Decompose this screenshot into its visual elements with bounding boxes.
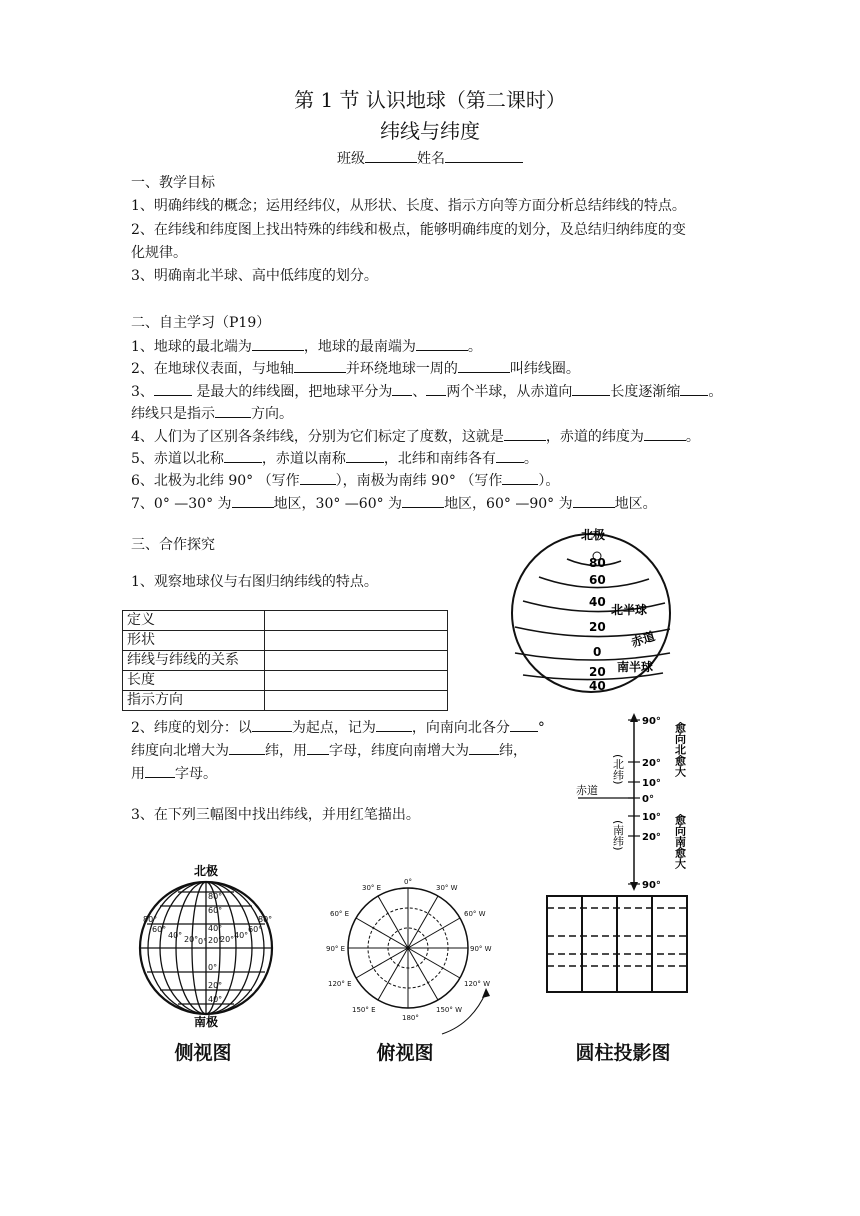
section3-q2-line1 <box>131 717 545 737</box>
row-label: 纬线与纬线的关系 <box>123 651 265 671</box>
section1-item: 3、明确南北半球、高中低纬度的划分。 <box>131 268 378 284</box>
answer-cell[interactable] <box>265 691 448 711</box>
globe-lat-label: 20 <box>589 665 606 679</box>
q-text: 地区，60° —90° 为 <box>444 496 573 512</box>
q-text: 2、纬度的划分：以 <box>131 720 252 736</box>
question-2 <box>131 358 580 378</box>
top-view-caption: 俯视图 <box>376 1042 434 1064</box>
scale-south-label: (南纬) <box>611 820 625 851</box>
latitude-features-table <box>122 610 448 711</box>
class-blank[interactable] <box>365 148 417 163</box>
q-text: 、 <box>412 384 427 400</box>
q-text: ° <box>537 720 545 736</box>
side-row-label: 20° <box>184 935 199 944</box>
question-3 <box>131 381 722 401</box>
q-text: 为起点，记为 <box>291 720 376 736</box>
polar-label: 120° W <box>464 980 491 988</box>
scale-north-label: (北纬) <box>611 754 625 785</box>
scale-tick: 20° <box>642 832 661 843</box>
q-text: 纬线只是指示 <box>131 406 215 422</box>
page-subtitle: 纬线与纬度 <box>380 119 480 143</box>
scale-bottom: 90° <box>642 880 661 891</box>
answer-blank[interactable] <box>300 470 336 485</box>
globe-south-hemisphere: 南半球 <box>617 660 654 674</box>
q-text: ，赤道的纬度为 <box>545 429 644 445</box>
q-text: 是最大的纬线圈，把地球平分为 <box>191 384 393 400</box>
scale-top: 90° <box>642 716 661 727</box>
q-text: 。 <box>708 384 723 400</box>
section1-item: 化规律。 <box>131 245 187 261</box>
class-name-line <box>0 148 860 168</box>
name-blank[interactable] <box>445 148 523 163</box>
scale-tick: 20° <box>642 758 661 769</box>
answer-blank[interactable] <box>229 740 265 755</box>
answer-blank[interactable] <box>294 358 346 373</box>
scale-south-desc: 愈向南愈大 <box>673 814 687 869</box>
answer-cell[interactable] <box>265 671 448 691</box>
question-6 <box>131 470 559 490</box>
section2-heading: 二、自主学习（P19） <box>131 315 271 331</box>
scale-tick: 10° <box>642 812 661 823</box>
q-text: 纬度向北增大为 <box>131 743 229 759</box>
row-label: 长度 <box>123 671 265 691</box>
answer-blank[interactable] <box>504 426 546 441</box>
scale-equator: 赤道 <box>576 784 598 797</box>
answer-blank[interactable] <box>154 381 192 396</box>
polar-label: 180° <box>402 1014 419 1022</box>
q-text: ，地球的最南端为 <box>303 339 416 355</box>
answer-blank[interactable] <box>496 448 524 463</box>
side-label: 40° <box>208 995 223 1004</box>
side-view-caption: 侧视图 <box>174 1042 232 1064</box>
side-label: 20° <box>208 936 223 945</box>
q-text: 6、北极为北纬 90° （写作 <box>131 473 300 489</box>
q-text: 5、赤道以北称 <box>131 451 224 467</box>
side-south-pole: 南极 <box>194 1015 219 1029</box>
q-text: 地区，30° —60° 为 <box>273 496 403 512</box>
globe-lat-label: 0 <box>593 645 602 659</box>
arrow-down <box>630 882 638 891</box>
table-row <box>123 611 448 631</box>
rotation-arrowhead <box>482 988 490 998</box>
section3-q3: 3、在下列三幅图中找出纬线，并用红笔描出。 <box>131 807 420 823</box>
section3-q1: 1、观察地球仪与右图归纳纬线的特点。 <box>131 574 378 590</box>
q-text: 两个半球，从赤道向 <box>446 384 573 400</box>
q-text: 字母，纬度向南增大为 <box>329 743 469 759</box>
class-label: 班级 <box>337 151 365 167</box>
q-text: 地区。 <box>614 496 657 512</box>
answer-blank[interactable] <box>426 381 446 396</box>
cylinder-view-caption: 圆柱投影图 <box>575 1042 671 1064</box>
question-4 <box>131 426 700 446</box>
side-row-label: 80° <box>143 915 158 924</box>
q-text: ）。 <box>538 473 560 489</box>
answer-cell[interactable] <box>265 631 448 651</box>
q-text: 叫纬线圈。 <box>509 361 580 377</box>
polar-label: 90° W <box>470 945 492 953</box>
globe-north-hemisphere: 北半球 <box>611 603 648 617</box>
answer-blank[interactable] <box>680 381 708 396</box>
table-row <box>123 671 448 691</box>
answer-blank[interactable] <box>392 381 412 396</box>
q-text: 用 <box>131 766 145 782</box>
side-north-pole: 北极 <box>194 864 219 878</box>
question-7 <box>131 493 657 513</box>
answer-blank[interactable] <box>644 426 686 441</box>
globe-lat-label: 40 <box>589 679 606 693</box>
arrow-up <box>630 713 638 722</box>
side-row-label: 60° <box>152 925 167 934</box>
answer-blank[interactable] <box>252 717 292 732</box>
question-3-cont <box>131 403 293 423</box>
table-row <box>123 691 448 711</box>
q-text: 。 <box>523 451 538 467</box>
answer-blank[interactable] <box>416 336 468 351</box>
section3-q2-line2 <box>131 740 527 760</box>
q-text: 纬， <box>499 743 527 759</box>
row-label: 指示方向 <box>123 691 265 711</box>
answer-blank[interactable] <box>376 717 412 732</box>
side-row-label: 80° <box>258 915 273 924</box>
answer-blank[interactable] <box>145 763 175 778</box>
answer-blank[interactable] <box>458 358 510 373</box>
cylinder-meridians <box>582 896 652 992</box>
top-view-figure <box>322 872 502 1044</box>
globe-lat-label: 40 <box>589 595 606 609</box>
q-text: 。 <box>467 339 482 355</box>
side-label: 60° <box>208 906 223 915</box>
polar-label: 60° E <box>330 910 350 918</box>
answer-blank[interactable] <box>469 740 499 755</box>
side-row-mid: 0° <box>198 937 208 946</box>
cylinder-projection-figure <box>545 894 690 996</box>
globe-lat-label: 80 <box>589 556 606 570</box>
answer-blank[interactable] <box>502 470 538 485</box>
q-text: 方向。 <box>251 406 293 422</box>
q-text: 1、地球的最北端为 <box>131 339 252 355</box>
side-row-label: 20° <box>220 935 235 944</box>
q-text: 7、0° —30° 为 <box>131 496 232 512</box>
q-text: ，北纬和南纬各有 <box>383 451 496 467</box>
polar-label: 30° E <box>362 884 382 892</box>
latitude-scale-figure <box>570 710 720 896</box>
q-text: 字母。 <box>175 766 217 782</box>
polar-label: 30° W <box>436 884 458 892</box>
q-text: 。 <box>685 429 700 445</box>
globe-lat-label: 60 <box>589 573 606 587</box>
side-label: 80° <box>208 892 223 901</box>
q-text: 纬，用 <box>265 743 307 759</box>
section3-q2-line3 <box>131 763 217 783</box>
polar-label: 0° <box>404 878 412 886</box>
q-text: 3、 <box>131 384 154 400</box>
globe-lat-label: 20 <box>589 620 606 634</box>
answer-blank[interactable] <box>572 381 610 396</box>
scale-north-desc: 愈向北愈大 <box>673 722 687 777</box>
answer-blank[interactable] <box>215 403 251 418</box>
q-text: 2、在地球仪表面，与地轴 <box>131 361 294 377</box>
q-text: 长度逐渐缩 <box>610 384 681 400</box>
side-view-figure <box>138 862 288 1030</box>
row-label: 定义 <box>123 611 265 631</box>
polar-label: 60° W <box>464 910 486 918</box>
answer-blank[interactable] <box>402 493 444 508</box>
section1-item: 1、明确纬线的概念；运用经纬仪，从形状、长度、指示方向等方面分析总结纬线的特点。 <box>131 198 686 214</box>
name-label: 姓名 <box>417 151 445 167</box>
section1-item: 2、在纬线和纬度图上找出特殊的纬线和极点，能够明确纬度的划分，及总结归纳纬度的变 <box>131 222 686 238</box>
q-text: ），南极为南纬 90° （写作 <box>335 473 503 489</box>
question-1 <box>131 336 482 356</box>
side-row-label: 40° <box>168 931 183 940</box>
q-text: 4、人们为了区别各条纬线，分别为它们标定了度数，这就是 <box>131 429 504 445</box>
side-row-label: 60° <box>248 925 263 934</box>
table-row <box>123 631 448 651</box>
side-label: 20° <box>208 981 223 990</box>
answer-cell[interactable] <box>265 651 448 671</box>
polar-label: 90° E <box>326 945 346 953</box>
answer-blank[interactable] <box>510 717 538 732</box>
polar-label: 120° E <box>328 980 352 988</box>
section3-heading: 三、合作探究 <box>131 537 215 553</box>
answer-blank[interactable] <box>224 448 262 463</box>
question-5 <box>131 448 538 468</box>
globe-latitude-figure <box>505 525 695 697</box>
side-label: 0° <box>208 963 218 972</box>
answer-blank[interactable] <box>232 493 274 508</box>
answer-blank[interactable] <box>252 336 304 351</box>
globe-north-pole: 北极 <box>581 528 606 542</box>
polar-label: 150° E <box>352 1006 376 1014</box>
scale-tick: 10° <box>642 778 661 789</box>
polar-label: 150° W <box>436 1006 463 1014</box>
side-row-label: 40° <box>234 931 249 940</box>
scale-tick: 0° <box>642 794 654 805</box>
q-text: 并环绕地球一周的 <box>345 361 458 377</box>
table-row <box>123 651 448 671</box>
answer-blank[interactable] <box>573 493 615 508</box>
row-label: 形状 <box>123 631 265 651</box>
side-label: 40° <box>208 924 223 933</box>
answer-blank[interactable] <box>346 448 384 463</box>
section1-heading: 一、教学目标 <box>131 175 215 191</box>
answer-cell[interactable] <box>265 611 448 631</box>
page-title: 第 1 节 认识地球（第二课时） <box>294 88 566 112</box>
q-text: ，赤道以南称 <box>261 451 346 467</box>
q-text: ，向南向北各分 <box>411 720 510 736</box>
globe-equator: 赤道 <box>629 629 657 650</box>
answer-blank[interactable] <box>307 740 329 755</box>
